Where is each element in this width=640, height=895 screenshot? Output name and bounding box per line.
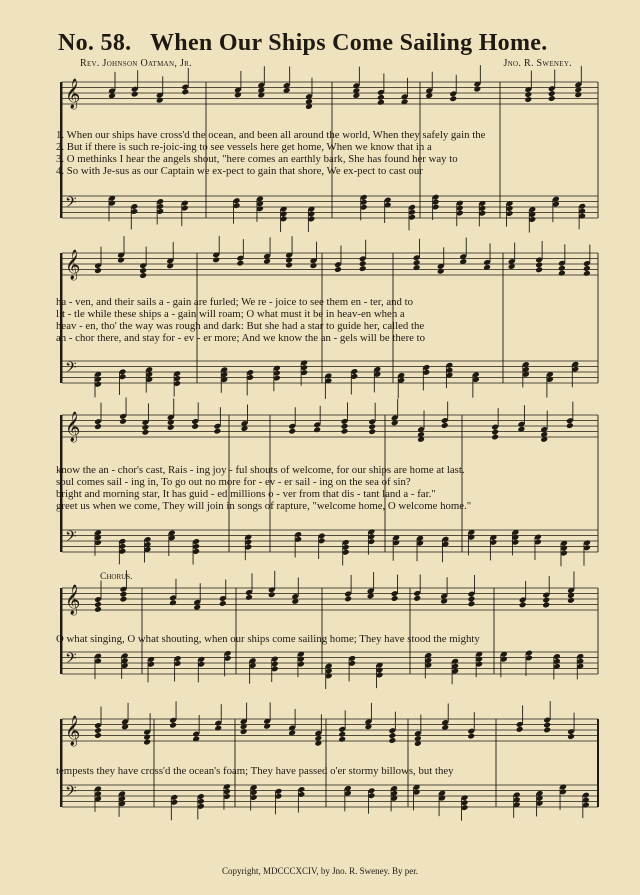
lyric-line: soul comes sail - ing in, To go out no more for - ev - er sail - ing on the sea of sin? (56, 476, 411, 488)
lyric-line: greet us when we come, They will join in songs of rapture, "welcome home, O welcome home." (56, 500, 472, 512)
note-head (524, 91, 532, 98)
note-head (169, 722, 177, 729)
composer-credit: Jno. R. Sweney. (503, 58, 572, 69)
lyric-line: 4. So with Je-sus as our Captain we ex-pect to gain that shore, We ex-pect to cast our (56, 165, 423, 177)
treble-clef-icon: 𝄞 (65, 412, 81, 442)
copyright-footer: Copyright, MDCCCXCIV, by Jno. R. Sweney. By per. (221, 866, 418, 876)
note-head (119, 418, 127, 425)
note-head (558, 265, 566, 272)
note-head (583, 265, 591, 272)
note-head (467, 733, 475, 740)
lyric-line: heav - en, tho' the way was rough and dark: But she had a star to guide her, called the (56, 320, 425, 332)
bass-clef-icon: 𝄢 (65, 528, 77, 549)
note-head (167, 419, 175, 426)
note-head (468, 601, 476, 608)
note-head (543, 722, 551, 729)
note-head (567, 592, 575, 599)
note-head (413, 259, 421, 266)
note-head (285, 262, 293, 269)
note-head (334, 266, 342, 273)
lyric-line: ha - ven, and their sails a - gain are furled; We re - joice to see them en - ter, and to (56, 296, 414, 308)
note-head (219, 600, 227, 607)
lyricist-credit: Rev. Johnson Oatman, Jr. (80, 58, 192, 69)
note-head (142, 429, 150, 436)
note-head (543, 727, 551, 734)
note-head (341, 428, 349, 435)
note-head (285, 257, 293, 264)
note-head (413, 595, 421, 602)
note-head (166, 262, 174, 269)
note-head (583, 270, 591, 277)
note-head (388, 737, 396, 744)
chorus-label: Chorus. (100, 572, 133, 582)
note-head (567, 733, 575, 740)
treble-clef-icon: 𝄞 (65, 716, 81, 746)
note-head (213, 428, 221, 435)
bass-clef-icon: 𝄢 (65, 194, 77, 215)
note-head (441, 422, 449, 429)
treble-clef-icon: 𝄞 (65, 250, 81, 280)
note-head (119, 591, 127, 598)
note-head (117, 257, 125, 264)
note-head (167, 424, 175, 431)
note-head (558, 270, 566, 277)
note-head (368, 423, 376, 430)
note-head (535, 266, 543, 273)
lyric-line: O what singing, O what shouting, when our ships come sailing home; They have stood the mighty (56, 633, 480, 645)
note-head (491, 434, 499, 441)
lyric-line: 1. When our ships have cross'd the ocean, and been all around the world, When they safely gain the (56, 129, 486, 141)
lyrics-system-4 (56, 633, 601, 645)
note-head (516, 726, 524, 733)
lyric-line: tempests they have cross'd the ocean's foam; They have passed o'er stormy billows, but they (56, 765, 454, 777)
treble-clef-icon: 𝄞 (65, 585, 81, 615)
note-head (359, 265, 367, 272)
note-head (143, 734, 151, 741)
note-head (94, 732, 102, 739)
note-head (368, 428, 376, 435)
note-head (344, 596, 352, 603)
note-head (391, 595, 399, 602)
note-head (542, 602, 550, 609)
lyric-line: 3. O methinks I hear the angels shout, "here comes an earthly bark, She has found her way to (56, 153, 458, 165)
hymn-number: No. 58. (58, 30, 132, 56)
note-head (377, 94, 385, 101)
note-head (473, 86, 481, 93)
note-head (214, 725, 222, 732)
note-head (338, 731, 346, 738)
bass-clef-icon: 𝄢 (65, 783, 77, 804)
lyric-line: an - chor there, and stay for - ev - er more; And we know the an - gels will be there to (56, 332, 426, 344)
note-head (181, 89, 189, 96)
lyric-line: 2. But if there is such re-joic-ing to see vessels here get home, When we know that in a (56, 141, 432, 153)
note-head (156, 97, 164, 104)
note-head (449, 95, 457, 102)
note-head (519, 602, 527, 609)
note-head (574, 91, 582, 98)
lyric-line: lit - tle while these ships a - gain will roam; O what must it be in heav-en when a (56, 308, 405, 320)
note-head (524, 96, 532, 103)
lyrics-system-3 (56, 464, 601, 512)
lyric-line: know the an - chor's cast, Rais - ing joy - ful shouts of welcome, for our ships are home at last. (56, 464, 465, 476)
lyrics-system-5 (56, 765, 601, 777)
lyrics-system-1 (56, 129, 601, 177)
note-head (566, 422, 574, 429)
note-head (535, 261, 543, 268)
note-head (468, 596, 476, 603)
note-head (548, 95, 556, 102)
hymn-title: When Our Ships Come Sailing Home. (150, 30, 548, 56)
note-head (139, 272, 147, 279)
lyric-line: bright and morning star, It has guid - ed millions o - ver from that dis - tant land a - far." (56, 488, 436, 500)
note-head (94, 727, 102, 734)
bass-clef-icon: 𝄢 (65, 359, 77, 380)
note-head (359, 260, 367, 267)
note-head (94, 601, 102, 608)
note-head (338, 736, 346, 743)
note-head (288, 428, 296, 435)
note-head (491, 429, 499, 436)
note-head (567, 597, 575, 604)
note-head (413, 264, 421, 271)
note-head (131, 91, 139, 98)
note-head (119, 596, 127, 603)
note-head (542, 597, 550, 604)
note-head (142, 424, 150, 431)
note-head (94, 267, 102, 274)
note-head (341, 423, 349, 430)
note-head (377, 99, 385, 106)
note-head (263, 723, 271, 730)
note-head (212, 256, 220, 263)
note-head (548, 90, 556, 97)
note-head (236, 260, 244, 267)
note-head (240, 728, 248, 735)
note-head (310, 262, 318, 269)
note-head (234, 92, 242, 99)
note-head (139, 267, 147, 274)
note-head (94, 606, 102, 613)
note-head (268, 591, 276, 598)
bass-clef-icon: 𝄢 (65, 650, 77, 671)
treble-clef-icon: 𝄞 (65, 79, 81, 109)
lyrics-system-2 (56, 296, 601, 344)
note-head (388, 732, 396, 739)
note-head (245, 594, 253, 601)
note-head (143, 739, 151, 746)
note-head (313, 426, 321, 433)
note-head (169, 599, 177, 606)
note-head (191, 423, 199, 430)
note-head (437, 268, 445, 275)
note-head (94, 423, 102, 430)
